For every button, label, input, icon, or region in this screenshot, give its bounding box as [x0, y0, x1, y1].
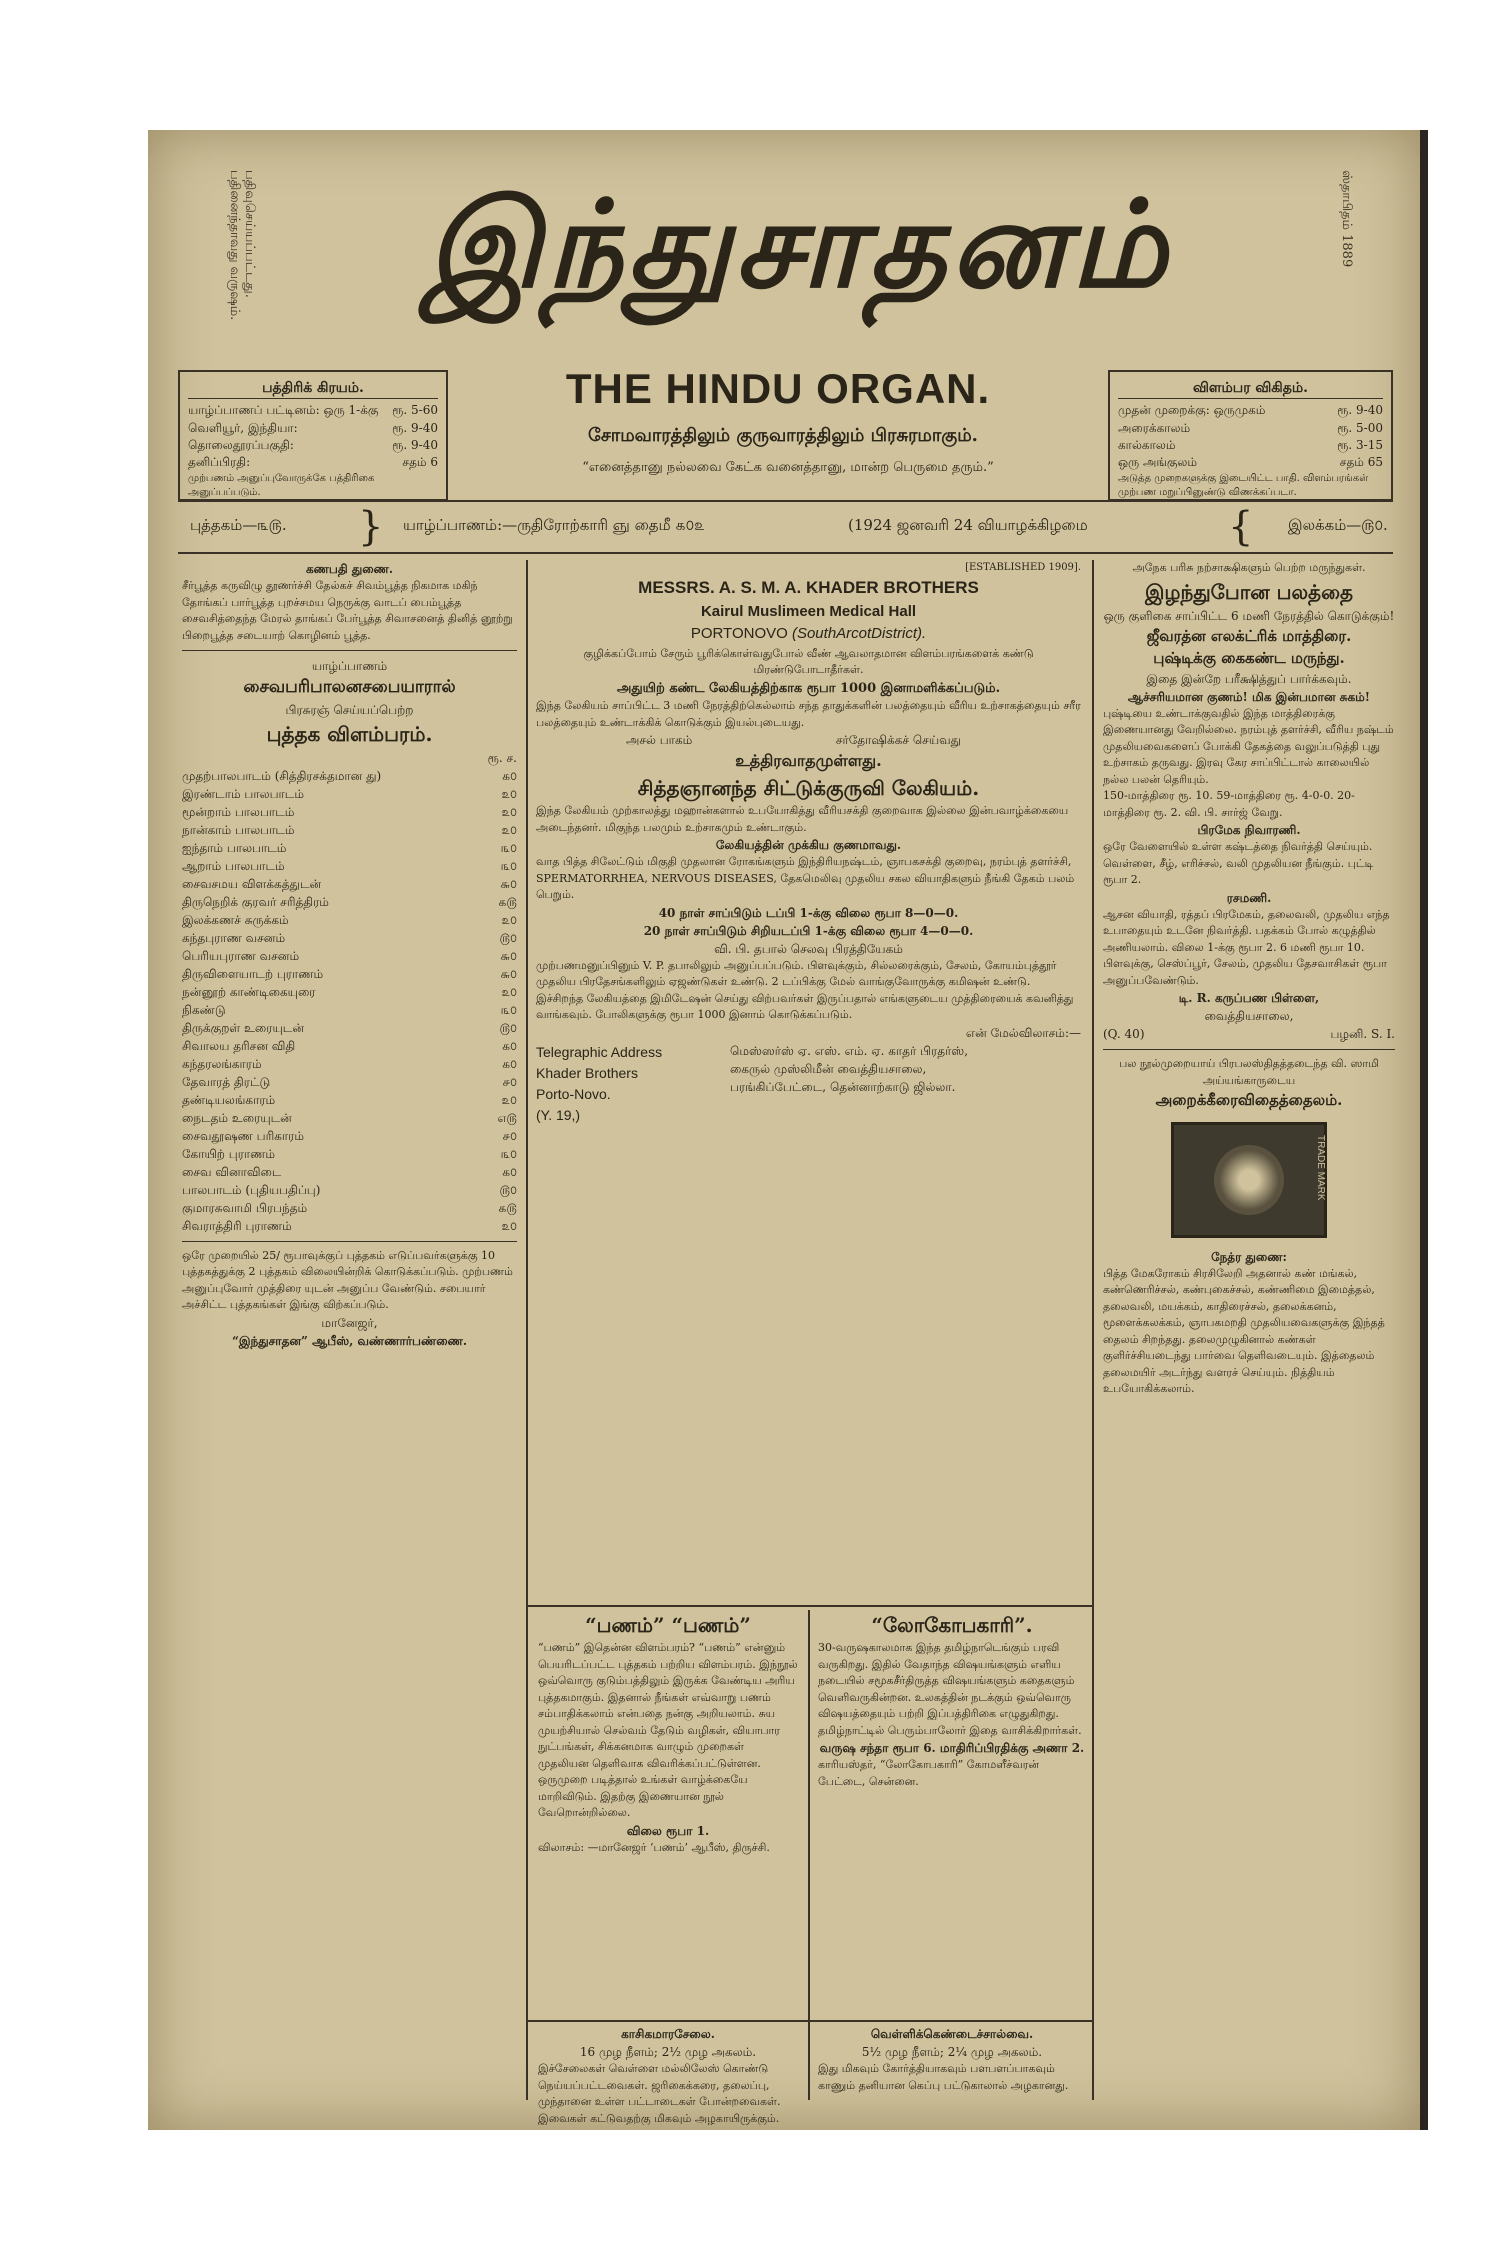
right-column: [1103, 560, 1395, 2100]
book-list-item: [182, 1163, 517, 1181]
vendor-name: டி. R. கருப்பண பிள்ளை,: [1178, 991, 1320, 1005]
subscription-row: யாழ்ப்பாணப் பட்டினம்: ஒரு 1-க்கு ரூ. 5-60: [188, 403, 438, 418]
money-address: விலாசம்: —மானேஜர் ‘பணம்’ ஆபீஸ், திருச்சி.: [538, 1840, 770, 1854]
book-list-item: [182, 1019, 517, 1037]
book-title: இரண்டாம் பாலபாடம்: [182, 786, 304, 801]
seal-row: [536, 731, 1081, 749]
address-line: கைருல் முஸ்லிமீன் வைத்தியசாலை,: [730, 1061, 927, 1076]
book-list-item: [182, 929, 517, 947]
address-block: [536, 1042, 1081, 1126]
pill-name: ஜீவரத்ன எலக்ட்ரிக் மாத்திரை.: [1146, 626, 1352, 645]
guarantee: உத்திரவாதமுள்ளது.: [735, 751, 882, 770]
book-list-item: [182, 911, 517, 929]
advert-rate-row: ஒரு அங்குலம் சதம் 65: [1118, 455, 1383, 470]
book-title: குமாரசுவாமி பிரபந்தம்: [182, 1200, 308, 1215]
masthead-motto: “எனைத்தானு நல்லவை கேட்க வனைத்தானு, மான்ற பெருமை தரும்.”: [582, 460, 994, 475]
section-label: அசல் பாகம்: [626, 733, 693, 747]
book-price: ௬௦: [500, 966, 517, 981]
divider: [182, 1241, 517, 1242]
book-price: ௨௦: [501, 1218, 517, 1233]
book-list-item: [182, 893, 517, 911]
lost-strength-title: இழந்துபோன பலத்தை: [1144, 579, 1354, 604]
firm-location: [536, 623, 1081, 646]
firm-name: MESSRS. A. S. M. A. KHADER BROTHERS: [638, 578, 979, 597]
book-title: முதற்பாலபாடம் (சித்திரசக்தமான து): [182, 768, 382, 783]
book-price: ௫௦: [499, 1182, 517, 1197]
silver-body: இது மிகவும் கோர்த்தியாகவும் பளபளப்பாகவும் காணும் தனியான கெப்பு பட்டுகாலால் அழகானது.: [818, 2062, 1069, 2092]
address-line: பரங்கிப்பேட்டை, தென்னாற்காடு ஜில்லா.: [730, 1079, 956, 1094]
dateline-bar: [178, 500, 1393, 554]
book-title: நன்னூற் காண்டிகையுரை: [182, 984, 316, 999]
medical-hall: Kairul Muslimeen Medical Hall: [700, 602, 917, 620]
advert-code: (Y. 19,): [536, 1106, 581, 1123]
pill-slogan: ஆச்சரியமான குணம்! மிக இன்பமான சுகம்!: [1127, 689, 1371, 704]
book-price: ௩௦: [501, 1002, 517, 1017]
leaf-icon: [1214, 1145, 1284, 1215]
book-price: ௬௦: [500, 948, 517, 963]
left-vertical-note: பதிவுசெய்யப்பட்டது. பதினைந்தாவது வருஷம்.: [226, 170, 257, 321]
book-list-item: [182, 1109, 517, 1127]
book-price: ௨௦: [501, 804, 517, 819]
book-price: ௬௦: [500, 876, 517, 891]
book-title: இலக்கணச் சுருக்கம்: [182, 912, 289, 927]
silk-body: இச்சேலைகள் வெள்ளை மல்லிலேஸ் கொண்டு நெய்யப்பட்டவைகள். ஜரிகைக்கரை, தலைப்பு, முந்தானை உள்ள பட்டாடைகள் போன்றவைகள். இவைகள் கட்டுவதற்கு மிகவும் அழகாயிருக்கும்.: [538, 2062, 781, 2125]
book-list-item: [182, 1091, 517, 1109]
book-price: ௩௦: [501, 840, 517, 855]
book-price: ௧௦: [501, 768, 517, 783]
silk-sizes: 16 முழ நீளம்; 2½ முழ அகலம்.: [579, 2045, 757, 2059]
book-title: சைவ வினாவிடை: [182, 1164, 282, 1179]
tamil-address: [730, 1042, 968, 1126]
orders: முற்பணமனுப்பினும் V. P. தபாலிலும் அனுப்பப்படும். பிளவுக்கும், சில்லரைக்கும், சேலம், கோயம்புத்தூர் முதலிய பிரதேசங்களிலும் ஏஜண்டுகள் உண்டு. 2 டப்பிக்கு மேல் வாங்குவோருக்கு கமிஷன் உண்டு.: [536, 958, 1057, 988]
lokopakari-address: காரியஸ்தர், “லோகோபகாரி” கோமளீச்வரன் பேட்டை, சென்னை.: [818, 1758, 1040, 1788]
book-title: நான்காம் பாலபாடம்: [182, 822, 295, 837]
telegraphic-block: [536, 1042, 716, 1126]
book-title: தண்டியலங்காரம்: [182, 1092, 276, 1107]
english-title: THE HINDU ORGAN.: [565, 365, 991, 412]
book-list-item: [182, 767, 517, 785]
masthead-title: இந்துசாதனம்: [424, 174, 1171, 315]
book-number: புத்தகம்—௩௫.: [190, 516, 287, 534]
firm-district: (SouthArcotDistrict).: [791, 625, 927, 642]
oil-name: அறைக்கீரைவிதைத்தைலம்.: [1155, 1091, 1343, 1109]
prayer-verse: சீர்பூத்த கருவிழு தூணர்ச்சி தேல்கச் சிவம்பூத்த நிகமாக மகிந் தோங்கப் பார்பூத்த புறச்சமய நெருக்கு வாடப் பைம்பூத்த சைவசித்தைந்த மேரல் தாங்கப் பேர்பூத்த சிவாசனைத் தினித் னூற்று பிறைபூத்த சடையாற் கொழினம் பூத்த.: [182, 579, 513, 642]
book-price: ௪௦: [502, 1074, 517, 1089]
rasamani-foot: பிளவுக்கு, செஸ்ப்பூர், சேலம், முதலிய தேசவாசிகள் ரூபா அனுப்பவேண்டும்.: [1103, 957, 1387, 987]
book-price: ௨௦: [501, 984, 517, 999]
book-title: ஆறாம் பாலபாடம்: [182, 858, 285, 873]
rasamani-title: ரசமணி.: [1226, 890, 1272, 905]
silver-title: வெள்ளிக்கெண்டைச்சால்வை.: [870, 2027, 1034, 2041]
trade-mark-label: TRADE MARK: [1315, 1134, 1326, 1201]
money-body: “பணம்” இதென்ன விளம்பரம்? “பணம்” என்னும் பெயரிடப்பட்ட புத்தகம் பற்றிய விளம்பரம். இந்நூல் ஒவ்வொரு குடும்பத்திலும் இருக்க வேண்டிய அரிய புத்தகமாகும். இதனால் நீங்கள் எவ்வாறு பணம் சம்பாதிக்கலாம் என்பதை நன்கு அறியலாம். சுய முயற்சியால் செல்வம் தேடும் வழிகள், வியாபார நுட்பங்கள், சிக்கனமாக வாழும் முறைகள் முதலியன தெளிவாக விவரிக்கப்பட்டுள்ளன. ஒருமுறை படித்தால் உங்கள் வாழ்க்கையே மாறிவிடும். இதற்கு இணையான நூல் வேறொன்றில்லை.: [538, 1641, 798, 1819]
brace-right: {: [1228, 504, 1254, 550]
pill-tagline: புஷ்டிக்கு கைகண்ட மருந்து.: [1153, 649, 1345, 667]
rule: [528, 1605, 1092, 1607]
silk-title: காசிகமாரசேலை.: [621, 2027, 715, 2041]
trade-mark-emblem: [1171, 1122, 1327, 1238]
books-heading: புத்தக விளம்பரம்.: [266, 721, 433, 746]
book-price: ௫௦: [499, 1020, 517, 1035]
book-title: ஐந்தாம் பாலபாடம்: [182, 840, 287, 855]
money-price: விலை ரூபா 1.: [626, 1823, 710, 1838]
book-list-item: [182, 821, 517, 839]
advert-rates-heading: விளம்பர விகிதம்.: [1118, 378, 1383, 399]
signoff-office: “இந்துசாதன” ஆபீஸ், வண்ணார்பண்ணை.: [231, 1333, 468, 1348]
book-list-item: [182, 947, 517, 965]
vendor-shop: வைத்தியசாலை,: [1204, 1009, 1294, 1023]
pill-body: புஷ்டியை உண்டாக்குவதில் இந்த மாத்திரைக்கு இணையானது வேறில்லை. நரம்புத் தளர்ச்சி, வீரிய நஷ்டம் முதலியவைகளைப் போக்கி தேகத்தை வலுப்படுத்தி புது உற்சாகம் தருவது. இரவு கேர சாப்பிட்டால் காலையில் நல்ல பலன் தெரியும்.: [1103, 706, 1394, 786]
book-list-item: [182, 1181, 517, 1199]
book-price: ௧௦: [501, 1038, 517, 1053]
book-list-item: [182, 839, 517, 857]
tagline: குழிக்கப்போம் சேரும் பூரிக்கொள்வதுபோல் வீண் ஆவலாதமான விளம்பரங்களைக் கண்டு மிரண்டுபோடாதீர்கள்.: [583, 646, 1034, 676]
silk-sari-advert: [538, 2025, 798, 2125]
advert-rates-note: அடுத்த முறைகளுக்கு இடையிட்ட பாதி. விளம்பரங்கள் முற்பண மறுப்பினுண்டு விணக்கப்படா.: [1118, 472, 1369, 499]
pramega-title: பிரமேக நிவாரணி.: [1197, 823, 1301, 837]
book-title: திருவிளையாடற் புராணம்: [182, 966, 324, 981]
eye-help-title: நேத்ர துணை:: [1211, 1249, 1287, 1264]
telegraphic-label: Telegraphic Address: [536, 1043, 663, 1060]
column-rule-inner: [808, 1610, 810, 2100]
book-list-item: [182, 1037, 517, 1055]
book-list-item: [182, 857, 517, 875]
money-advert: [538, 1610, 798, 2015]
telegraphic-town: Porto-Novo.: [536, 1085, 611, 1102]
book-list-item: [182, 1217, 517, 1235]
book-price: ௧௦: [501, 1056, 517, 1071]
product-desc: இந்த லேகியம் முற்காலத்து மஹான்களால் உபயோகித்து வீரியசக்தி குறைவாக இல்லை இன்பவாழ்க்கையை அடைந்தனர். மிகுந்த பலமும் உற்சாகமும் உண்டாகும்.: [536, 804, 1069, 834]
right-vertical-note: ஸ்தாபிதம் 1889: [1338, 170, 1354, 268]
book-price: ௩௦: [501, 858, 517, 873]
book-price: ௨௦: [501, 1092, 517, 1107]
benefits: வாத பித்த சிலேட்டும் மிகுதி முதலான ரோகங்களும் இந்திரியநஷ்டம், ஞாபகசக்தி குறைவு, நரம்புத் தளர்ச்சி, SPERMATORRHEA, NERVOUS DISEASES, தேகமெலிவு முதலிய சகல வியாதிகளும் நீங்கி தேகம் பலம் பெறும்.: [536, 855, 1075, 901]
book-title: சைவதூஷண பரிகாரம்: [182, 1128, 305, 1143]
book-title: கந்தரலங்காரம்: [182, 1056, 262, 1071]
lokopakari-body: 30-வருஷகாலமாக இந்த தமிழ்நாடெங்கும் பரவி வருகிறது. இதில் வேதாந்த விஷயங்களும் எளிய நடையில் சமூகசீர்திருத்த விஷயங்களும் கதைகளும் வெளிவருகின்றன. உலகத்தின் நடக்கும் ஒவ்வொரு விஷயத்தையும் பற்றி இப்பத்திரிகை எழுதுகிறது. தமிழ்நாட்டில் பெரும்பாலோர் இதை வாசிக்கிறார்கள்.: [818, 1641, 1082, 1737]
book-price: ௧௫: [498, 1200, 517, 1215]
intro: இந்த லேகியம் சாப்பிட்ட 3 மணி நேரத்திற்கெல்லாம் சந்த தாதுக்களின் பலத்தையும் வீரிய உற்சாகத்தையும் சரீர பலத்தையும் உண்டாக்கிக் கொடுக்கும் இயல்புடையது.: [536, 699, 1081, 729]
firm-town: PORTONOVO: [690, 625, 788, 642]
vp-note: வி. பி. தபால் செலவு பிரத்தியேகம்: [714, 941, 903, 956]
product-name: சித்தஞானந்த சிட்டுக்குருவி லேகியம்.: [637, 776, 980, 800]
khader-advert: [536, 560, 1081, 1600]
address-line: மெஸ்ஸர்ஸ் ஏ. எஸ். எம். ஏ. காதர் பிரதர்ஸ்,: [730, 1043, 969, 1058]
book-title: மூன்றாம் பாலபாடம்: [182, 804, 295, 819]
book-price: ௭௫: [497, 1110, 517, 1125]
subscription-note: முற்பணம் அனுப்புவோருக்கே பத்திரிகை அனுப்பப்படும்.: [188, 472, 375, 499]
price-unit: ரூ. ச.: [487, 750, 517, 765]
column-rule-left: [526, 560, 528, 2100]
book-list-item: [182, 875, 517, 893]
book-title: நைடதம் உரையுடன்: [182, 1110, 292, 1125]
right-top-note: அநேக பரிசு நற்சாக்ஷிகளும் பெற்ற மருந்துகள்.: [1132, 561, 1366, 574]
price-large: 40 நாள் சாப்பிடும் டப்பி 1-க்கு விலை ரூபா 8—0—0.: [658, 905, 959, 920]
book-title: தேவாரத் திரட்டு: [182, 1074, 271, 1089]
subscription-row: தனிப்பிரதி: சதம் 6: [188, 455, 438, 470]
book-list-item: [182, 983, 517, 1001]
date-english: (1924 ஜனவரி 24 வியாழக்கிழமை: [848, 516, 1088, 534]
vendor-row: [1103, 1025, 1395, 1043]
society-name: சைவபரிபாலனசபையாரால்: [243, 677, 456, 697]
established: [ESTABLISHED 1909].: [965, 562, 1081, 573]
book-list-item: [182, 965, 517, 983]
silver-sizes: 5½ முழ நீளம்; 2¼ முழ அகலம்.: [861, 2045, 1043, 2059]
book-title: பாலபாடம் (புதியபதிப்பு): [182, 1182, 321, 1197]
newspaper-page: [148, 130, 1428, 2130]
book-list: [182, 767, 517, 1235]
book-price: ௨௦: [501, 822, 517, 837]
advert-code: (Q. 40): [1103, 1027, 1145, 1041]
subscription-row: தொலைதூரப்பகுதி: ரூ. 9-40: [188, 438, 438, 453]
book-list-item: [182, 785, 517, 803]
subscription-box: [178, 370, 448, 501]
lokopakari-advert: [818, 1610, 1086, 2015]
oil-intro: பல நூல்முறையாய் பிரபலஸ்திதத்தடைந்த வி. ஸாமி அய்யங்காருடைய: [1119, 1057, 1379, 1087]
subscription-heading: பத்திரிக் கிரயம்.: [188, 378, 438, 399]
book-title: திருக்குறள் உரையுடன்: [182, 1020, 304, 1035]
book-price: ௩௦: [501, 1146, 517, 1161]
book-list-item: [182, 1145, 517, 1163]
price-small: 20 நாள் சாப்பிடும் சிறியடப்பி 1-க்கு விலை ரூபா 4—0—0.: [643, 923, 974, 938]
lokopakari-price: வருஷ சந்தா ரூபா 6. மாதிரிப்பிரதிக்கு அணா 2.: [819, 1741, 1085, 1755]
book-list-item: [182, 1199, 517, 1217]
book-price: ௨௦: [501, 912, 517, 927]
prayer-title: கணபதி துணை.: [305, 562, 394, 576]
book-price: ௧௫: [498, 894, 517, 909]
reward: அதுயிற் கண்ட லேகியத்திற்காக ரூபா 1000 இனாமளிக்கப்படும்.: [616, 680, 1001, 696]
rasamani-body: ஆசன வியாதி, ரத்தப் பிரமேகம், தலைவலி, முதலிய எந்த உபாதையும் உடனே நிவர்த்தி. பதக்கம் போல் கழுத்தில் அணியலாம். விலை 1-க்கு ரூபா 2. 6 மணி ரூபா 10.: [1103, 907, 1390, 954]
oil-body: பித்த மேகரோகம் சிரசிலேறி அதனால் கண் மங்கல், கண்ணெரிச்சல், கண்புகைச்சல், கண்ணிமை இமைத்தல், தலைவலி, மயக்கம், காதிரைச்சல், தலைக்கனம், மூளைக்கலக்கம், ஞாபகமறதி முதலியவைகளுக்கு இந்தத் தைலம் சிறந்தது. தலைமுழுகினால் கண்கள் குளிர்ச்சியடைந்து பார்வை தெளிவடையும். இத்தைலம் தலைமயிர் அடர்ந்து வளரச் செய்யும். நித்தியம் உபயோகிக்கலாம்.: [1103, 1266, 1385, 1395]
book-price: ௧௦: [501, 1164, 517, 1179]
society-place: யாழ்ப்பாணம்: [311, 659, 388, 673]
book-list-item: [182, 803, 517, 821]
signoff: மானேஜர்,: [321, 1315, 378, 1330]
book-list-item: [182, 1001, 517, 1019]
book-title: சைவசமய விளக்கத்துடன்: [182, 876, 322, 891]
lokopakari-title: “லோகோபகாரி”.: [871, 1613, 1033, 1637]
book-price: ௨௦: [501, 786, 517, 801]
pill-note: இதை இன்றே பரீக்ஷித்துப் பார்க்கவும்.: [1146, 671, 1352, 686]
divider: [1103, 1049, 1395, 1050]
caution: இச்சிறந்த லேகியத்தை இமிடேஷன் செய்து விற்பவர்கள் இருப்பதால் எங்களுடைய முத்திரையைக் கவனித்து வாங்கவும். போலிகளுக்கு ரூபா 1000 இனாம் கொடுக்கப்படும்.: [536, 991, 1074, 1021]
book-title: சிவாலய தரிசன விதி: [182, 1038, 296, 1053]
address-label: என் மேல்விலாசம்:—: [965, 1025, 1081, 1040]
book-list-item: [182, 1127, 517, 1145]
advert-rate-row: கால்காலம் ரூ. 3-15: [1118, 438, 1383, 453]
book-title: நிகண்டு: [182, 1002, 226, 1017]
book-price: ௫௦: [499, 930, 517, 945]
pramega-body: ஒரே வேளையில் உள்ள கஷ்டத்தை நிவர்த்தி செய்யும். வெள்ளை, சீழ், எரிச்சல், வலி முதலியன நீங்கும். புட்டி ரூபா 2.: [1103, 840, 1374, 886]
book-list-item: [182, 1073, 517, 1091]
book-title: கோயிற் புராணம்: [182, 1146, 276, 1161]
rule: [528, 2020, 1092, 2022]
pill-prices: 150-மாத்திரை ரூ. 10. 59-மாத்திரை ரூ. 4-0-0. 20-மாத்திரை ரூ. 2. வி. பி. சார்ஜ் வேறு.: [1103, 789, 1355, 819]
advert-rate-row: முதன் முறைக்கு: ஒருமுகம் ரூ. 9-40: [1118, 403, 1383, 418]
vendor-place: பழனி. S. I.: [1330, 1027, 1395, 1041]
column-rule-right: [1092, 560, 1094, 2100]
book-title: பெரியபுராண வசனம்: [182, 948, 300, 963]
books-footer: ஒரே முறையில் 25/ ரூபாவுக்குப் புத்தகம் எடுப்பவர்களுக்கு 10 புத்தகத்துக்கு 2 புத்தகம் விலையின்றிக் கொடுக்கப்படும். முற்பணம் அனுப்புவோர் முத்திரை யுடன் அனுப்ப வேண்டும். சபையார் அச்சிட்ட புத்தகங்கள் இங்கு விற்கப்படும்.: [182, 1248, 513, 1311]
subscription-row: வெளியூர், இந்தியா: ரூ. 9-40: [188, 420, 438, 435]
silver-shawl-advert: [818, 2025, 1086, 2125]
publication-frequency: சோமவாரத்திலும் குருவாரத்திலும் பிரசுரமாகும்.: [588, 425, 978, 446]
benefits-title: லேகியத்தின் முக்கிய குணமாவது.: [715, 838, 902, 852]
book-list-item: [182, 1055, 517, 1073]
telegraphic-firm: Khader Brothers: [536, 1064, 638, 1081]
place-date-tamil: யாழ்ப்பாணம்:—ருதிரோற்காரி ஞு தைமீ ௧௦௨: [403, 516, 705, 534]
book-title: கந்தபுராண வசனம்: [182, 930, 286, 945]
brace-left: }: [358, 504, 384, 550]
society-line2: பிரசுரஞ் செய்யப்பெற்ற: [285, 702, 414, 717]
advert-rate-row: அரைக்காலம் ரூ. 5-00: [1118, 420, 1383, 435]
money-title: “பணம்” “பணம்”: [585, 1613, 751, 1637]
seal-label: சர்தோஷிக்கச் செய்வது: [835, 733, 961, 747]
left-column: [182, 560, 517, 2100]
book-price: ௪௦: [502, 1128, 517, 1143]
book-title: திருநெறிக் குரவர் சரித்திரம்: [182, 894, 329, 909]
divider: [182, 650, 517, 651]
advert-rates-box: [1108, 370, 1393, 501]
issue-number: இலக்கம்—௫௦.: [1288, 516, 1388, 534]
book-title: சிவராத்திரி புராணம்: [182, 1218, 292, 1233]
lost-strength-body: ஒரு குளிகை சாப்பிட்ட 6 மணி நேரத்தில் கொடுக்கும்!: [1103, 608, 1395, 623]
